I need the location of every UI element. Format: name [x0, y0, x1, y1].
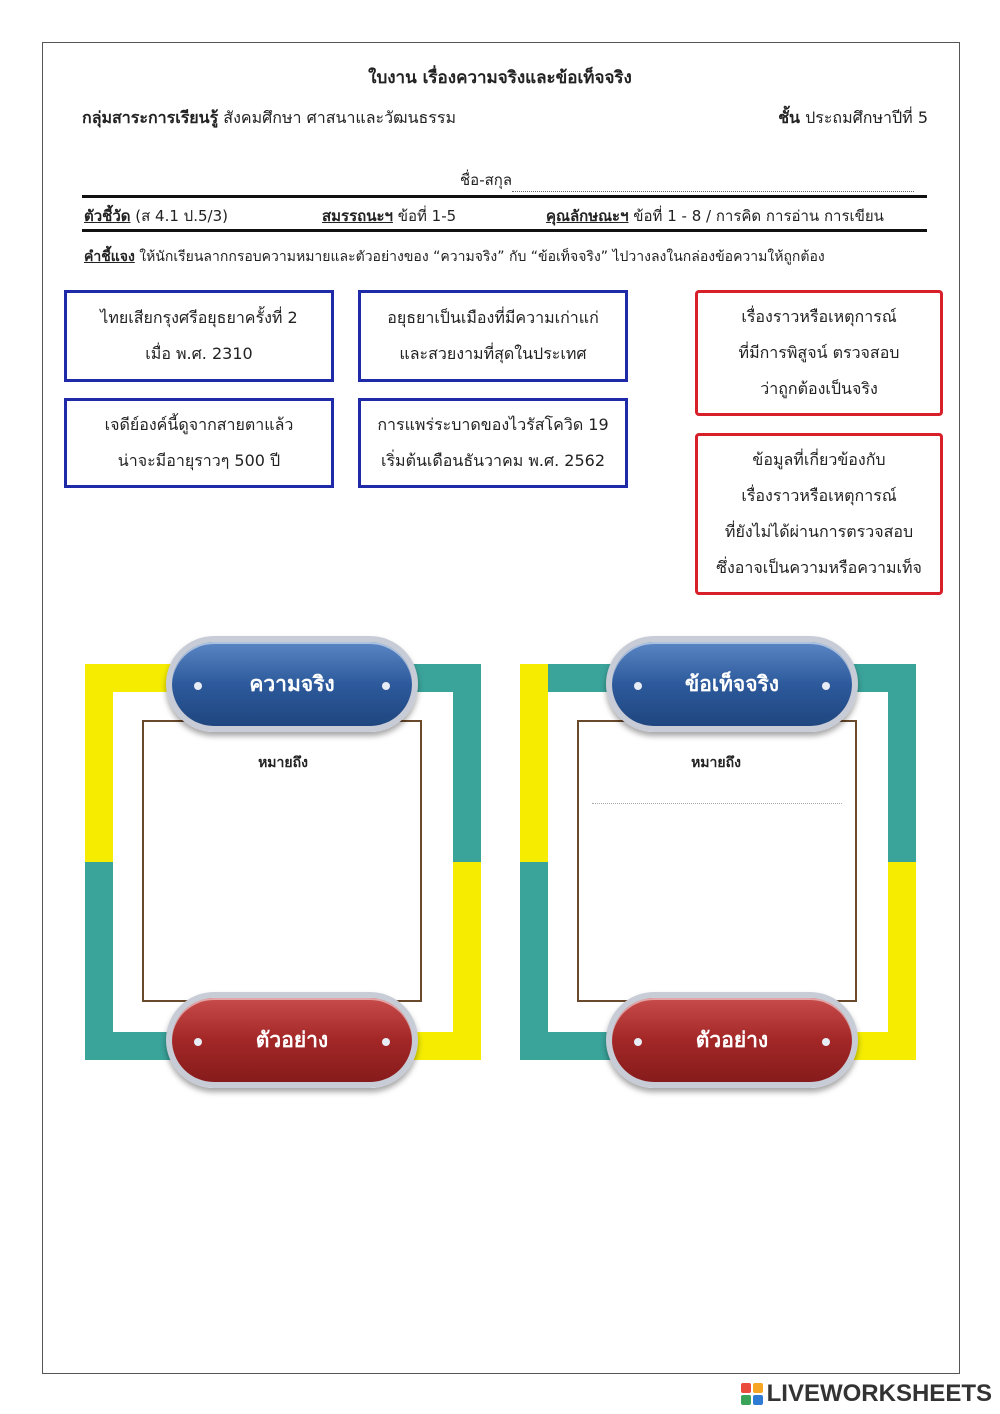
liveworksheets-logo-text: LIVEWORKSHEETS [766, 1380, 992, 1407]
indicator-value: (ส 4.1 ป.5/3) [130, 207, 228, 225]
pill-rivet [822, 1038, 830, 1046]
card-line: เจดีย์องค์นี้ดูจากสายตาแล้ว [104, 415, 294, 434]
card-line: อยุธยาเป็นเมืองที่มีความเก่าแก่ [387, 308, 599, 327]
competency [322, 204, 456, 228]
pill-rivet [194, 682, 202, 690]
card-line: และสวยงามที่สุดในประเทศ [399, 344, 587, 363]
competency-value: ข้อที่ 1-5 [392, 207, 457, 225]
frame-edge [85, 862, 113, 1060]
trait-label: คุณลักษณะฯ [546, 207, 629, 225]
pill-rivet [634, 682, 642, 690]
indicator-label: ตัวชี้วัด [84, 207, 131, 225]
frame-edge [520, 664, 548, 862]
instruction-label: คำชี้แจง [84, 249, 135, 265]
name-field [460, 168, 914, 192]
frame-edge [85, 664, 113, 862]
drag-card-covid-outbreak[interactable] [358, 398, 628, 488]
frame-edge [453, 862, 481, 1060]
divider-top [82, 195, 927, 198]
heading-truth [166, 636, 418, 732]
card-line: ที่ยังไม่ได้ผ่านการตรวจสอบ [724, 522, 914, 541]
liveworksheets-logo-icon [741, 1383, 763, 1405]
card-line: ไทยเสียกรุงศรีอยุธยาครั้งที่ 2 [100, 308, 298, 327]
card-line: เมื่อ พ.ศ. 2310 [145, 344, 253, 363]
meaning-label-fact: หมายถึง [691, 755, 741, 771]
pill-rivet [634, 1038, 642, 1046]
pill-rivet [194, 1038, 202, 1046]
meaning-label-truth: หมายถึง [258, 755, 308, 771]
name-dotted-line [512, 178, 914, 192]
frame-edge [888, 862, 916, 1060]
example-header-truth [166, 992, 418, 1088]
indicator [84, 204, 228, 228]
subject-label: กลุ่มสาระการเรียนรู้ [82, 108, 219, 127]
example-fact-label: ตัวอย่าง [695, 1027, 769, 1052]
card-line: เรื่องราวหรือเหตุการณ์ [741, 486, 897, 505]
frame-edge [520, 862, 548, 1060]
drag-card-chedi-age[interactable] [64, 398, 334, 488]
worksheet-title: ใบงาน เรื่องความจริงและข้อเท็จจริง [368, 68, 632, 88]
dotted-guide-line [592, 803, 842, 804]
grade-line [778, 106, 928, 131]
grade-label: ชั้น [778, 108, 800, 127]
card-line: ข้อมูลที่เกี่ยวข้องกับ [752, 450, 886, 469]
heading-fact-label: ข้อเท็จจริง [684, 671, 780, 696]
heading-fact [606, 636, 858, 732]
card-line: ซึ่งอาจเป็นความหรือความเท็จ [716, 558, 922, 577]
card-line: ที่มีการพิสูจน์ ตรวจสอบ [738, 343, 900, 362]
instruction [84, 246, 825, 268]
grade-value: ประถมศึกษาปีที่ 5 [799, 108, 928, 127]
card-line: น่าจะมีอายุราวๆ 500 ปี [117, 451, 281, 470]
card-line: เรื่องราวหรือเหตุการณ์ [741, 307, 897, 326]
card-line: ว่าถูกต้องเป็นจริง [760, 379, 878, 398]
drag-card-meaning-fact[interactable] [695, 433, 943, 595]
subject-line [82, 106, 456, 131]
trait [546, 204, 884, 228]
pill-rivet [382, 1038, 390, 1046]
example-truth-label: ตัวอย่าง [255, 1027, 329, 1052]
instruction-text: ให้นักเรียนลากกรอบความหมายและตัวอย่างของ “ความจริง” กับ “ข้อเท็จจริง” ไปวางลงในกล่องข้อความให้ถูกต้อง [134, 249, 825, 265]
name-label: ชื่อ-สกุล [460, 171, 513, 189]
pill-rivet [822, 682, 830, 690]
example-header-fact [606, 992, 858, 1088]
drag-card-fact-ayutthaya-fall[interactable] [64, 290, 334, 382]
heading-truth-label: ความจริง [249, 671, 335, 696]
trait-value: ข้อที่ 1 - 8 / การคิด การอ่าน การเขียน [628, 207, 884, 225]
divider-bottom [82, 229, 927, 232]
drag-card-ayutthaya-beautiful[interactable] [358, 290, 628, 382]
frame-edge [888, 664, 916, 862]
competency-label: สมรรถนะฯ [322, 207, 393, 225]
pill-rivet [382, 682, 390, 690]
card-line: เริ่มต้นเดือนธันวาคม พ.ศ. 2562 [380, 451, 606, 470]
liveworksheets-logo [741, 1380, 992, 1408]
drag-card-meaning-truth[interactable] [695, 290, 943, 416]
subject-value: สังคมศึกษา ศาสนาและวัฒนธรรม [218, 108, 457, 127]
frame-edge [453, 664, 481, 862]
card-line: การแพร่ระบาดของไวรัสโควิด 19 [377, 415, 609, 434]
